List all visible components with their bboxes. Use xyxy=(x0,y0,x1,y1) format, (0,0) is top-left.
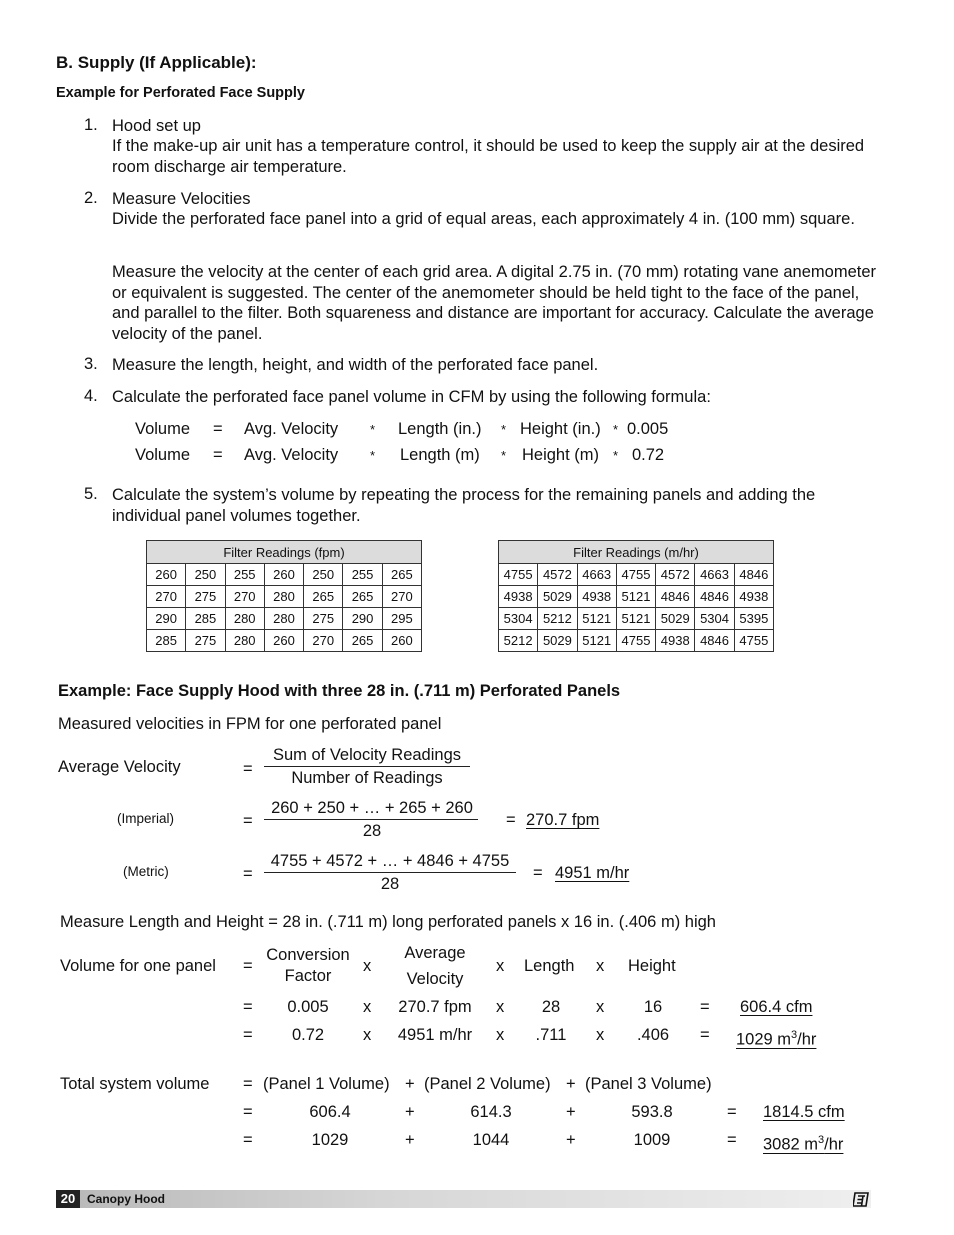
table-cell: 290 xyxy=(343,608,382,630)
multiply-sign: * xyxy=(501,422,507,437)
formula-constant: 0.005 xyxy=(627,420,669,438)
multiply-sign: * xyxy=(370,448,376,463)
conv-value: 0.005 xyxy=(287,998,329,1016)
formula-height: Height (in.) xyxy=(520,420,601,438)
formula-height: Height (m) xyxy=(522,446,600,464)
brand-logo-icon xyxy=(853,1192,869,1207)
step-title: Calculate the system’s volume by repeating the process for the remaining panels and adding the individual panel volumes together. xyxy=(112,486,816,525)
height-value: .406 xyxy=(636,1026,670,1044)
step-body: Divide the perforated face panel into a grid of equal areas, each approximately 4 in. (100 mm) square. xyxy=(112,210,855,228)
table-cell: 4663 xyxy=(695,564,734,586)
step-title: Measure Velocities xyxy=(112,190,251,208)
table-row xyxy=(499,586,774,608)
table-cell: 4938 xyxy=(577,586,616,608)
table-cell: 270 xyxy=(382,586,421,608)
table-cell: 260 xyxy=(147,564,186,586)
table-cell: 290 xyxy=(147,608,186,630)
velocity-value: 4951 m/hr xyxy=(397,1026,473,1044)
panel-3-value: 593.8 xyxy=(631,1103,673,1121)
multiply-x: x xyxy=(363,1026,372,1044)
panel-2-value: 1044 xyxy=(472,1131,510,1149)
table-cell: 275 xyxy=(186,630,225,652)
imperial-result: 270.7 fpm xyxy=(526,811,600,829)
table-cell: 280 xyxy=(225,608,264,630)
table-cell: 280 xyxy=(264,608,303,630)
plus-sign: + xyxy=(405,1075,415,1093)
step-body: If the make-up air unit has a temperature control, it should be used to keep the supply air at the desired room discharge air temperature. xyxy=(112,137,865,176)
formula-velocity: Avg. Velocity xyxy=(244,420,339,438)
table-row xyxy=(147,586,422,608)
panel-2-value: 614.3 xyxy=(470,1103,512,1121)
equals-sign: = xyxy=(243,1075,253,1093)
header-panel-2: (Panel 2 Volume) xyxy=(424,1075,551,1093)
fraction-bar xyxy=(264,872,516,873)
table-cell: 275 xyxy=(304,608,343,630)
table-cell: 5029 xyxy=(656,608,695,630)
multiply-x: x xyxy=(596,1026,605,1044)
footer-label: Canopy Hood xyxy=(87,1192,165,1206)
table-cell: 5395 xyxy=(734,608,773,630)
fraction-bar xyxy=(264,766,470,767)
formula-equals: = xyxy=(213,420,223,438)
table-row xyxy=(147,608,422,630)
step-number: 1. xyxy=(84,116,98,134)
volume-result: 606.4 cfm xyxy=(740,998,813,1016)
table-cell: 4572 xyxy=(538,564,577,586)
table-title: Filter Readings (fpm) xyxy=(147,541,422,564)
imperial-label: (Imperial) xyxy=(117,811,175,826)
table-row xyxy=(499,608,774,630)
length-value: .711 xyxy=(535,1026,567,1044)
equals-sign: = xyxy=(243,1103,253,1121)
subtitle: Example for Perforated Face Supply xyxy=(56,85,305,101)
table-cell: 4938 xyxy=(499,586,538,608)
fraction-numerator: 4755 + 4572 + … + 4846 + 4755 xyxy=(270,852,510,870)
plus-sign: + xyxy=(405,1103,415,1121)
total-result: 1814.5 cfm xyxy=(763,1103,845,1121)
total-label: Total system volume xyxy=(60,1075,210,1093)
equals-sign: = xyxy=(243,957,253,975)
fraction-bar xyxy=(264,819,478,820)
multiply-sign: * xyxy=(613,448,619,463)
fraction-denominator: 28 xyxy=(380,875,400,893)
table-cell: 4846 xyxy=(656,586,695,608)
multiply-sign: * xyxy=(613,422,619,437)
table-cell: 5121 xyxy=(577,608,616,630)
plus-sign: + xyxy=(566,1131,576,1149)
table-cell: 255 xyxy=(343,564,382,586)
section-title: B. Supply (If Applicable): xyxy=(56,53,257,72)
plus-sign: + xyxy=(405,1131,415,1149)
table-cell: 260 xyxy=(264,630,303,652)
multiply-x: x xyxy=(496,957,505,975)
measure-line: Measure Length and Height = 28 in. (.711 m) long perforated panels x 16 in. (.406 m) high xyxy=(60,913,716,931)
formula-equals: = xyxy=(213,446,223,464)
equals-sign: = xyxy=(243,1131,253,1149)
example-heading: Example: Face Supply Hood with three 28 in. (.711 m) Perforated Panels xyxy=(58,682,621,700)
step-title: Hood set up xyxy=(112,117,201,135)
table-cell: 255 xyxy=(225,564,264,586)
table-cell: 4846 xyxy=(695,630,734,652)
result-exponent: 3 xyxy=(818,1134,825,1146)
equals-sign: = xyxy=(727,1131,737,1149)
formula-lhs: Volume xyxy=(135,420,191,438)
header-panel-1: (Panel 1 Volume) xyxy=(263,1075,390,1093)
step-title: Measure the length, height, and width of the perforated face panel. xyxy=(112,356,599,374)
equals-sign: = xyxy=(243,812,253,830)
multiply-x: x xyxy=(363,957,372,975)
table-cell: 265 xyxy=(304,586,343,608)
table-cell: 5212 xyxy=(499,630,538,652)
conv-value: 0.72 xyxy=(291,1026,325,1044)
header-panel-3: (Panel 3 Volume) xyxy=(585,1075,712,1093)
footer-bar xyxy=(56,1190,871,1208)
table-cell: 5304 xyxy=(695,608,734,630)
table-cell: 5029 xyxy=(538,586,577,608)
table-title: Filter Readings (m/hr) xyxy=(499,541,774,564)
result-value: 3082 m xyxy=(763,1135,819,1154)
fraction-numerator: 260 + 250 + … + 265 + 260 xyxy=(271,799,473,817)
filter-readings-fpm-table xyxy=(146,540,422,652)
plus-sign: + xyxy=(566,1075,576,1093)
table-cell: 265 xyxy=(343,586,382,608)
formula-constant: 0.72 xyxy=(632,446,665,464)
formula-length: Length (m) xyxy=(400,446,480,464)
equals-sign: = xyxy=(243,1026,253,1044)
table-cell: 5029 xyxy=(538,630,577,652)
step-title: Calculate the perforated face panel volume in CFM by using the following formula: xyxy=(112,388,711,406)
table-cell: 270 xyxy=(304,630,343,652)
multiply-sign: * xyxy=(501,448,507,463)
table-cell: 250 xyxy=(304,564,343,586)
table-cell: 285 xyxy=(186,608,225,630)
header-conversion: Conversion xyxy=(266,946,350,964)
table-cell: 270 xyxy=(225,586,264,608)
filter-readings-mhr-table xyxy=(498,540,774,652)
panel-1-value: 1029 xyxy=(311,1131,349,1149)
panel-3-value: 1009 xyxy=(633,1131,671,1149)
table-cell: 4846 xyxy=(695,586,734,608)
multiply-x: x xyxy=(496,998,505,1016)
table-cell: 285 xyxy=(147,630,186,652)
page-number: 20 xyxy=(56,1190,80,1208)
table-cell: 265 xyxy=(343,630,382,652)
table-cell: 265 xyxy=(382,564,421,586)
volume-result-metric xyxy=(736,1025,816,1050)
example-intro: Measured velocities in FPM for one perforated panel xyxy=(58,715,442,733)
formula-length: Length (in.) xyxy=(398,420,482,438)
multiply-x: x xyxy=(596,998,605,1016)
table-cell: 5121 xyxy=(577,630,616,652)
equals-sign: = xyxy=(700,1026,710,1044)
table-cell: 4755 xyxy=(499,564,538,586)
table-cell: 4572 xyxy=(656,564,695,586)
multiply-x: x xyxy=(363,998,372,1016)
table-cell: 4938 xyxy=(656,630,695,652)
velocity-value: 270.7 fpm xyxy=(398,998,472,1016)
length-value: 28 xyxy=(541,998,561,1016)
equals-sign: = xyxy=(243,760,253,778)
result-value: 1029 m xyxy=(736,1030,792,1049)
metric-label: (Metric) xyxy=(123,864,169,879)
equals-sign: = xyxy=(700,998,710,1016)
table-cell: 250 xyxy=(186,564,225,586)
fraction-denominator: 28 xyxy=(362,822,382,840)
step-number: 4. xyxy=(84,387,98,405)
result-exponent: 3 xyxy=(791,1029,798,1041)
result-unit: /hr xyxy=(797,1030,817,1049)
multiply-x: x xyxy=(596,957,605,975)
total-result-metric xyxy=(763,1130,843,1155)
table-cell: 4755 xyxy=(616,564,655,586)
fraction-numerator: Sum of Velocity Readings xyxy=(272,746,462,764)
table-cell: 295 xyxy=(382,608,421,630)
step-body: Measure the velocity at the center of each grid area. A digital 2.75 in. (70 mm) rotating vane anemometer or equivalent is suggested. The center of the anemometer should be held tight to the face of the panel, and parallel to the filter. Both squareness and distance are important for accuracy. Calculate the average velocity of the panel. xyxy=(112,263,876,344)
equals-sign: = xyxy=(243,998,253,1016)
equals-sign: = xyxy=(727,1103,737,1121)
table-cell: 4755 xyxy=(734,630,773,652)
header-height: Height xyxy=(628,957,676,975)
step-number: 5. xyxy=(84,485,98,503)
multiply-sign: * xyxy=(370,422,376,437)
table-cell: 280 xyxy=(264,586,303,608)
table-row xyxy=(147,564,422,586)
table-row xyxy=(499,564,774,586)
table-cell: 5304 xyxy=(499,608,538,630)
table-cell: 275 xyxy=(186,586,225,608)
table-cell: 280 xyxy=(225,630,264,652)
panel-1-value: 606.4 xyxy=(309,1103,351,1121)
table-cell: 4663 xyxy=(577,564,616,586)
metric-result: 4951 m/hr xyxy=(555,864,630,882)
height-value: 16 xyxy=(643,998,663,1016)
equals-sign: = xyxy=(533,864,543,882)
header-factor: Factor xyxy=(284,967,332,985)
table-cell: 4846 xyxy=(734,564,773,586)
formula-velocity: Avg. Velocity xyxy=(244,446,339,464)
table-cell: 4755 xyxy=(616,630,655,652)
table-cell: 5212 xyxy=(538,608,577,630)
equals-sign: = xyxy=(506,811,516,829)
multiply-x: x xyxy=(496,1026,505,1044)
table-cell: 4938 xyxy=(734,586,773,608)
step-number: 2. xyxy=(84,189,98,207)
avg-velocity-label: Average Velocity xyxy=(58,758,181,776)
header-velocity: Velocity xyxy=(406,970,464,988)
plus-sign: + xyxy=(566,1103,576,1121)
header-length: Length xyxy=(524,957,575,975)
table-cell: 270 xyxy=(147,586,186,608)
table-row xyxy=(499,630,774,652)
equals-sign: = xyxy=(243,865,253,883)
volume-label: Volume for one panel xyxy=(60,957,216,975)
header-average: Average xyxy=(404,944,466,962)
table-cell: 260 xyxy=(382,630,421,652)
fraction-denominator: Number of Readings xyxy=(291,769,443,787)
table-row xyxy=(147,630,422,652)
table-cell: 5121 xyxy=(616,608,655,630)
table-cell: 260 xyxy=(264,564,303,586)
step-number: 3. xyxy=(84,355,98,373)
formula-lhs: Volume xyxy=(135,446,191,464)
table-cell: 5121 xyxy=(616,586,655,608)
result-unit: /hr xyxy=(824,1135,844,1154)
